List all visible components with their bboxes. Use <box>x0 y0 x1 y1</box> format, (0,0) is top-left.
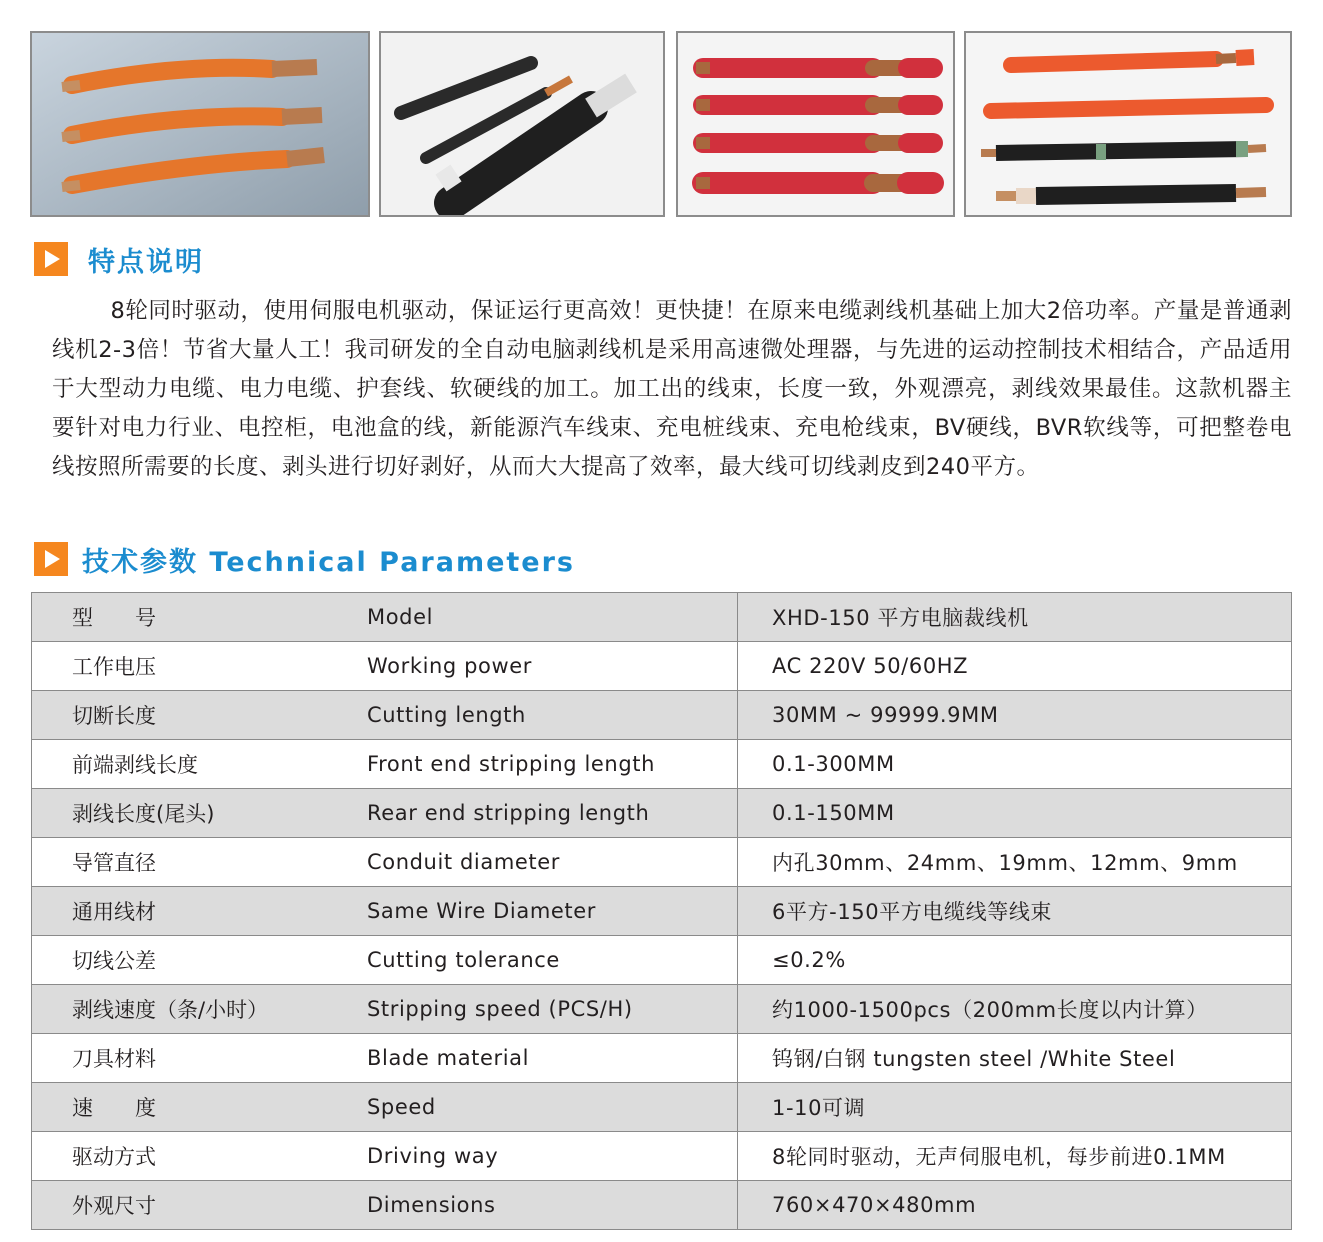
param-value: ≤0.2% <box>772 948 846 972</box>
param-name-cn-cell <box>32 1083 368 1132</box>
param-name-cn-cell <box>32 838 368 887</box>
param-name-en: Working power <box>367 654 533 678</box>
play-arrow-icon <box>34 242 68 276</box>
photo-black-cables <box>379 31 665 217</box>
param-name-cn-cell <box>32 691 368 740</box>
param-value: AC 220V 50/60HZ <box>772 654 969 678</box>
param-value: 约1000-1500pcs（200mm长度以内计算） <box>772 998 1208 1022</box>
param-name-en-cell <box>367 740 738 789</box>
param-name-cn-cell <box>32 1132 368 1181</box>
table-row <box>32 1083 1292 1132</box>
param-name-en-cell <box>367 838 738 887</box>
features-title: 特点说明 <box>88 246 204 278</box>
cable-image-2 <box>381 33 663 215</box>
table-row <box>32 1034 1292 1083</box>
param-value: 8轮同时驱动，无声伺服电机，每步前进0.1MM <box>772 1145 1226 1169</box>
param-value-cell <box>738 789 1292 838</box>
param-name-cn-cell <box>32 593 368 642</box>
param-name-en-cell <box>367 691 738 740</box>
table-row <box>32 936 1292 985</box>
param-name-cn: 通用线材 <box>72 900 156 924</box>
cable-image-4 <box>966 33 1290 215</box>
param-value-cell <box>738 1034 1292 1083</box>
table-row <box>32 691 1292 740</box>
param-name-en: Stripping speed (PCS/H) <box>367 997 633 1021</box>
table-row <box>32 1181 1292 1230</box>
param-name-en: Cutting tolerance <box>367 948 560 972</box>
param-name-en: Conduit diameter <box>367 850 561 874</box>
params-title: 技术参数 Technical Parameters <box>82 546 575 578</box>
param-name-cn-cell <box>32 642 368 691</box>
param-value-cell <box>738 642 1292 691</box>
param-name-en: Blade material <box>367 1046 530 1070</box>
product-photo-strip <box>30 31 1292 221</box>
table-row <box>32 1132 1292 1181</box>
param-name-en: Model <box>367 605 434 629</box>
param-name-en-cell <box>367 1132 738 1181</box>
param-name-en: Same Wire Diameter <box>367 899 596 923</box>
param-value: 30MM ~ 99999.9MM <box>772 703 999 727</box>
param-name-en-cell <box>367 887 738 936</box>
param-name-en-cell <box>367 789 738 838</box>
param-name-cn: 前端剥线长度 <box>72 753 198 777</box>
param-value: 0.1-300MM <box>772 752 895 776</box>
table-row <box>32 887 1292 936</box>
param-value: XHD-150 平方电脑裁线机 <box>772 606 1029 630</box>
table-row <box>32 838 1292 887</box>
features-description <box>52 292 1292 487</box>
param-name-en: Driving way <box>367 1144 499 1168</box>
param-name-cn: 切断长度 <box>72 704 156 728</box>
param-name-en: Front end stripping length <box>367 752 656 776</box>
param-name-cn: 切线公差 <box>72 949 156 973</box>
param-value-cell <box>738 1083 1292 1132</box>
features-text: 8轮同时驱动，使用伺服电机驱动，保证运行更高效！更快捷！在原来电缆剥线机基础上加大2倍功率。产量是普通剥线机2-3倍！节省大量人工！我司研发的全自动电脑剥线机是采用高速微处理器，与先进的运动控制技术相结合，产品适用于大型动力电缆、电力电缆、护套线、软硬线的加工。加工出的线束，长度一致，外观漂亮，剥线效果最佳。这款机器主要针对电力行业、电控柜，电池盒的线，新能源汽车线束、充电桩线束、充电枪线束，BV硬线，BVR软线等，可把整卷电线按照所需要的长度、剥头进行切好剥好，从而大大提高了效率，最大线可切线剥皮到240平方。 <box>52 298 1292 480</box>
param-name-en-cell <box>367 1181 738 1230</box>
param-value-cell <box>738 593 1292 642</box>
param-name-cn-cell <box>32 936 368 985</box>
features-heading <box>34 241 204 277</box>
play-arrow-icon <box>34 542 68 576</box>
param-name-cn-cell <box>32 789 368 838</box>
param-value: 钨钢/白钢 tungsten steel /White Steel <box>772 1047 1176 1071</box>
cable-image-1 <box>32 33 368 215</box>
table-row <box>32 985 1292 1034</box>
param-name-cn-cell <box>32 1181 368 1230</box>
param-value-cell <box>738 838 1292 887</box>
param-value-cell <box>738 887 1292 936</box>
param-value-cell <box>738 1132 1292 1181</box>
param-name-cn-cell <box>32 985 368 1034</box>
param-value: 760×470×480mm <box>772 1193 977 1217</box>
param-name-en-cell <box>367 1083 738 1132</box>
photo-mixed-cables <box>964 31 1292 217</box>
param-value: 内孔30mm、24mm、19mm、12mm、9mm <box>772 851 1238 875</box>
param-name-en: Dimensions <box>367 1193 496 1217</box>
param-name-cn: 速 度 <box>72 1096 156 1120</box>
table-row <box>32 740 1292 789</box>
param-name-en-cell <box>367 936 738 985</box>
param-value-cell <box>738 936 1292 985</box>
param-name-cn: 导管直径 <box>72 851 156 875</box>
params-heading <box>34 541 575 577</box>
param-value: 6平方-150平方电缆线等线束 <box>772 900 1053 924</box>
param-name-cn: 型 号 <box>72 606 156 630</box>
param-name-cn: 外观尺寸 <box>72 1194 156 1218</box>
param-name-en: Rear end stripping length <box>367 801 650 825</box>
table-row <box>32 789 1292 838</box>
param-name-cn: 驱动方式 <box>72 1145 156 1169</box>
param-name-en-cell <box>367 593 738 642</box>
photo-red-cables <box>676 31 955 217</box>
param-name-cn: 剥线速度（条/小时） <box>72 998 269 1022</box>
param-name-cn-cell <box>32 740 368 789</box>
param-value-cell <box>738 691 1292 740</box>
param-name-cn-cell <box>32 887 368 936</box>
param-name-cn: 剥线长度(尾头) <box>72 802 215 826</box>
param-name-en: Speed <box>367 1095 436 1119</box>
cable-image-3 <box>678 33 953 215</box>
param-name-cn-cell <box>32 1034 368 1083</box>
param-value-cell <box>738 985 1292 1034</box>
photo-orange-shielded-cables <box>30 31 370 217</box>
param-name-cn: 工作电压 <box>72 655 156 679</box>
param-value: 0.1-150MM <box>772 801 895 825</box>
table-row <box>32 642 1292 691</box>
param-name-en: Cutting length <box>367 703 526 727</box>
table-row <box>32 593 1292 642</box>
param-value-cell <box>738 1181 1292 1230</box>
param-name-en-cell <box>367 985 738 1034</box>
param-value-cell <box>738 740 1292 789</box>
param-name-en-cell <box>367 642 738 691</box>
param-name-cn: 刀具材料 <box>72 1047 156 1071</box>
param-name-en-cell <box>367 1034 738 1083</box>
param-value: 1-10可调 <box>772 1096 866 1120</box>
params-table <box>31 592 1292 1230</box>
